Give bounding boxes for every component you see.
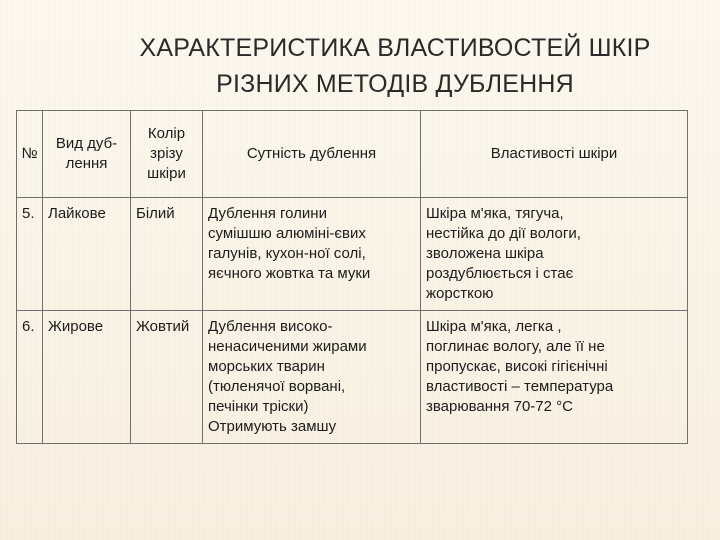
row-cut-color: Білий (131, 198, 203, 311)
row-tanning-type: Жирове (43, 311, 131, 444)
row-cut-color: Жовтий (131, 311, 203, 444)
table-row (17, 198, 688, 311)
table-header-row (17, 111, 688, 198)
tanning-properties-table (16, 110, 688, 444)
title-line-2: РІЗНИХ МЕТОДІВ ДУБЛЕННЯ (216, 70, 574, 98)
title-line-1: ХАРАКТЕРИСТИКА ВЛАСТИВОСТЕЙ ШКІР (139, 34, 651, 62)
table-row (17, 311, 688, 444)
row-tanning-essence: Дублення голини сумішшю алюміні-євих галунів, кухон-ної солі, яєчного жовтка та муки (203, 198, 421, 311)
header-leather-properties: Властивості шкіри (421, 111, 688, 198)
row-leather-properties: Шкіра м'яка, легка , поглинає вологу, але її не пропускає, високі гігієнічні властивості – температура зварювання 70-72 °С (421, 311, 688, 444)
header-number: № (17, 111, 43, 198)
row-leather-properties: Шкіра м'яка, тягуча, нестійка до дії вологи, зволожена шкіра роздублюється і стає жорсткою (421, 198, 688, 311)
row-tanning-type: Лайкове (43, 198, 131, 311)
header-tanning-essence: Сутність дублення (203, 111, 421, 198)
row-number: 5. (17, 198, 43, 311)
header-cut-color: Колір зрізу шкіри (131, 111, 203, 198)
slide-title (110, 30, 680, 102)
header-tanning-type: Вид дуб- лення (43, 111, 131, 198)
row-tanning-essence: Дублення високо- ненасиченими жирами морських тварин (тюленячої ворвані, печінки тріски) Отримують замшу (203, 311, 421, 444)
row-number: 6. (17, 311, 43, 444)
